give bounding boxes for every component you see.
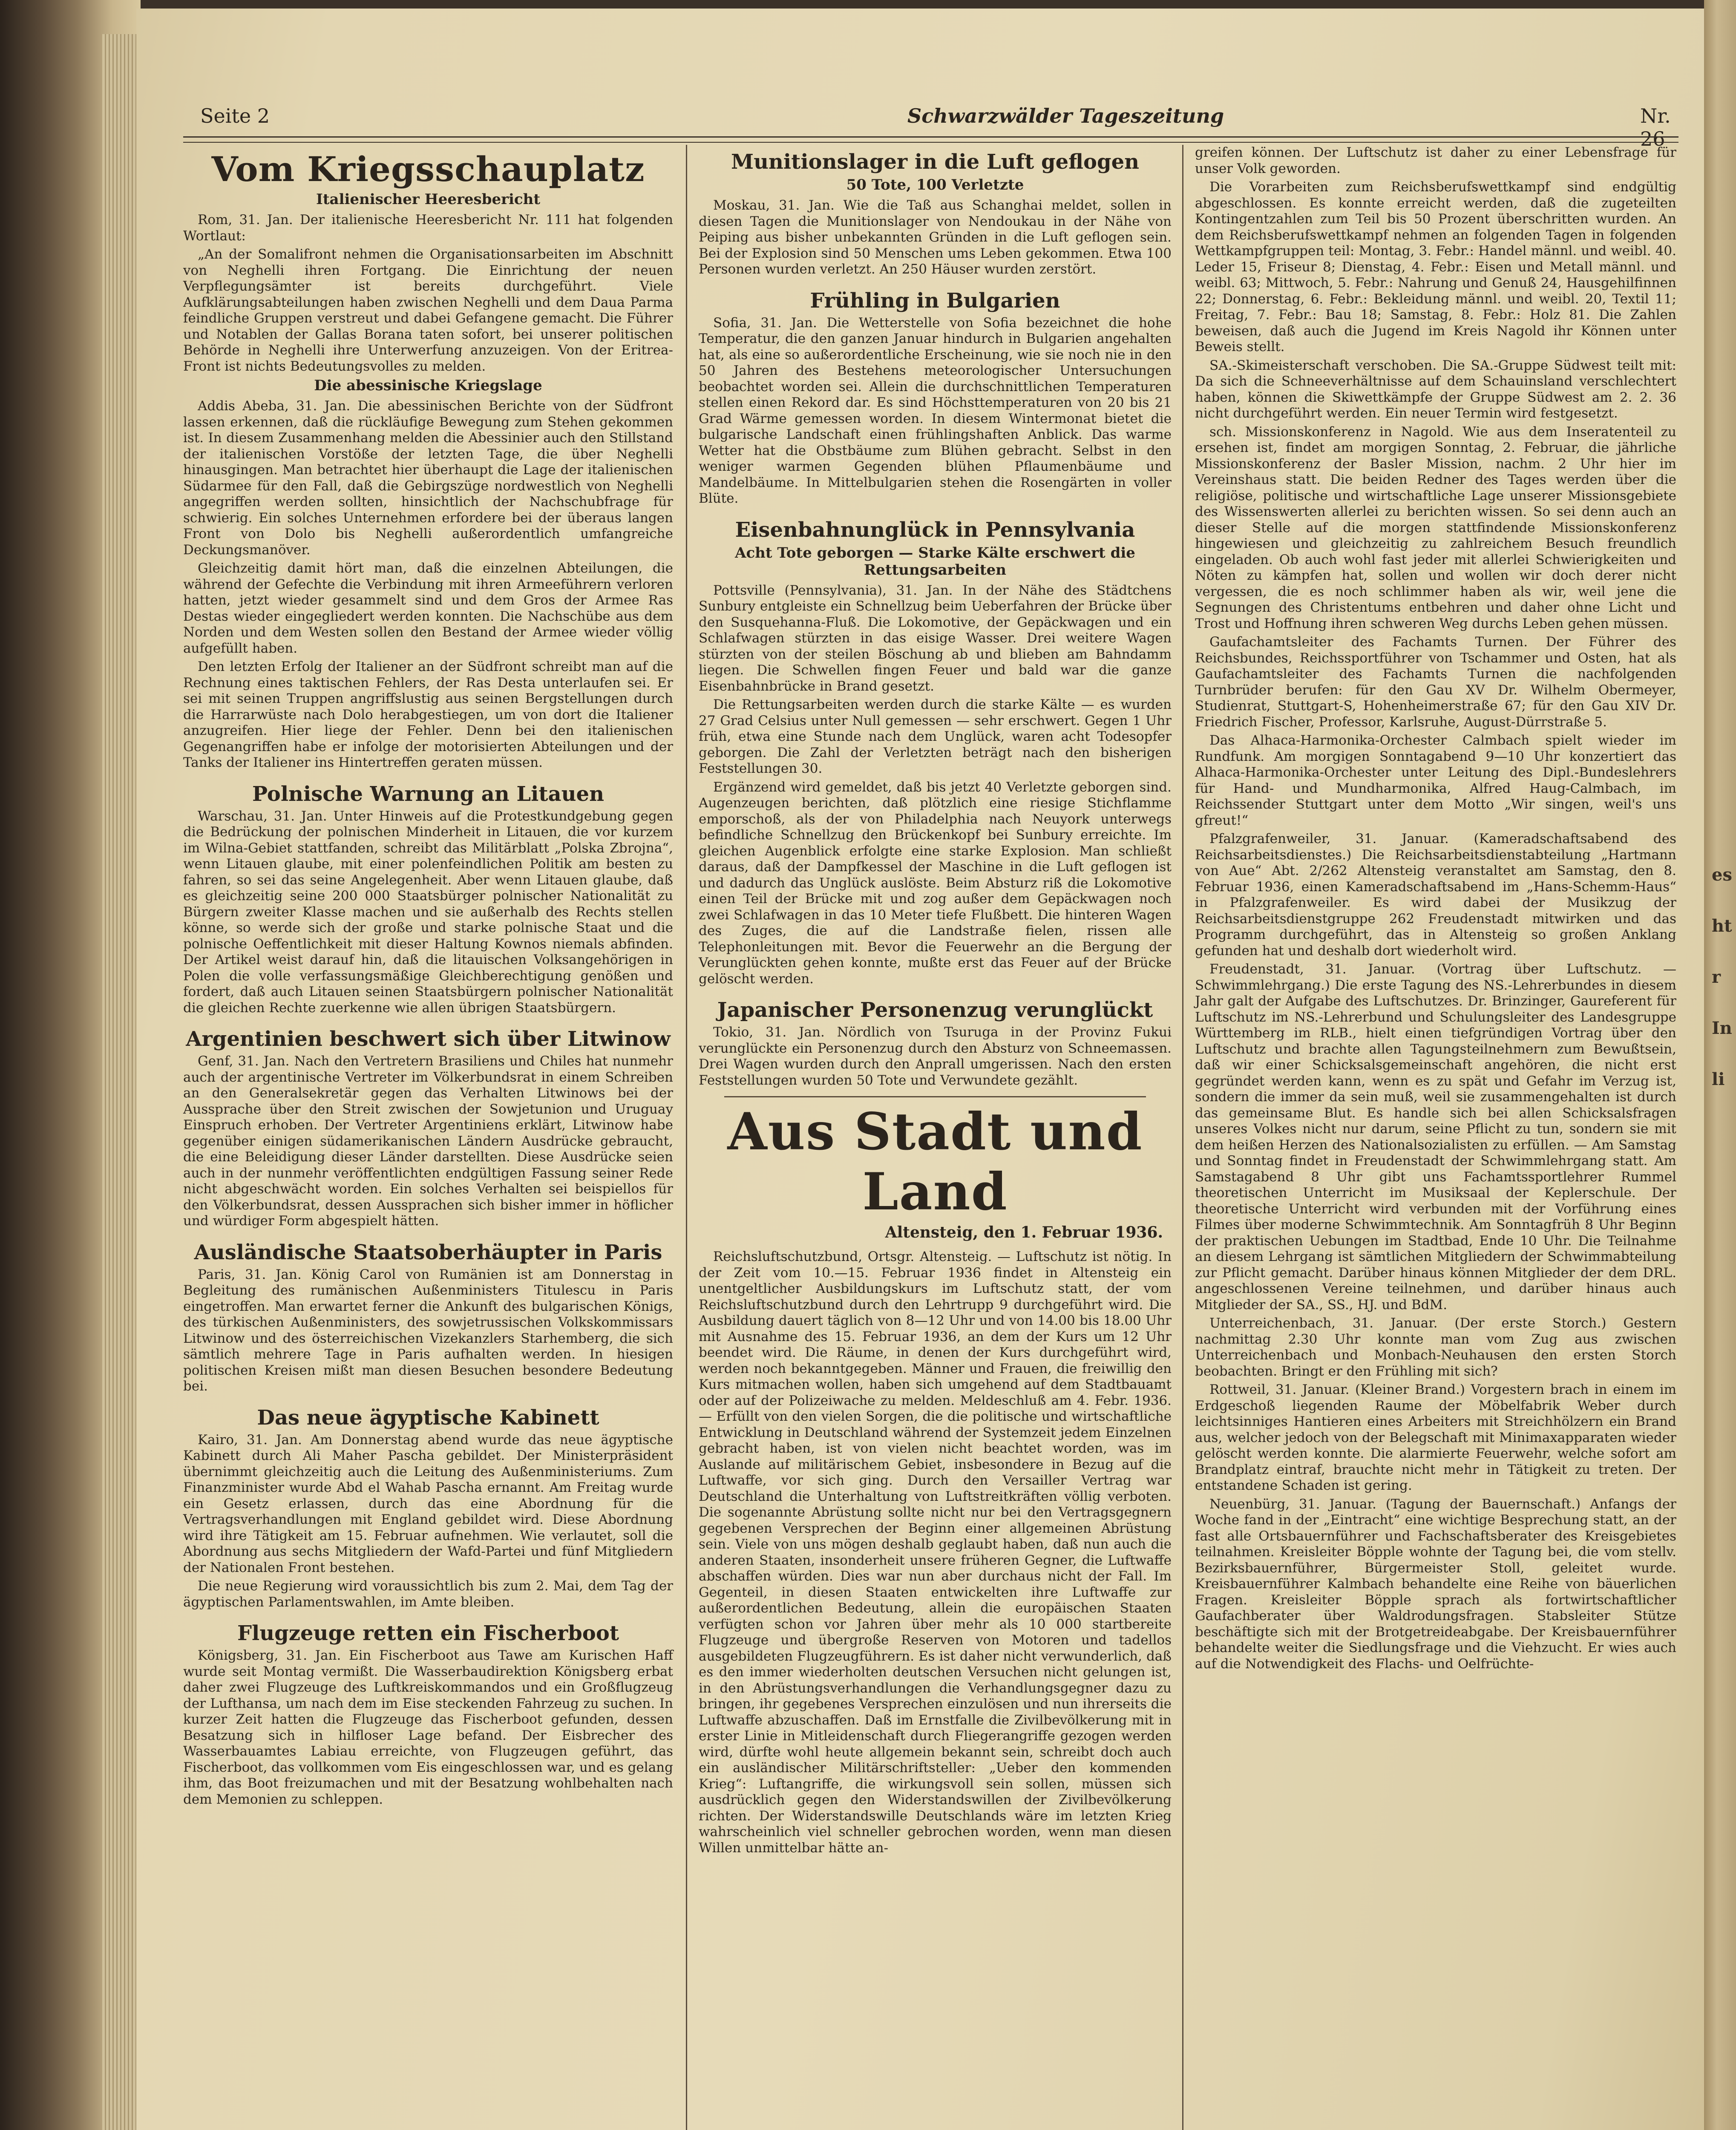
subheadline: Italienischer Heeresbericht: [316, 191, 541, 208]
headline: Das neue ägyptische Kabinett: [257, 1405, 599, 1430]
article-paragraph: Sofia, 31. Jan. Die Wetterstelle von Sofia bezeichnet die hohe Temperatur, die den ganzen Januar hindurch in Bulgarien angehalten hat, als eine so außerordentliche Erscheinung, wie sie noch nie in den 50 Jahren des Bestehens meteorologischer Untersuchungen beobachtet worden sei. Allein die durchschnittlichen Temperaturen stellen einen Rekord dar. Es sind Höchsttemperaturen von 20 bis 21 Grad Wärme gemessen worden. In diesem Wintermonat bietet die bulgarische Landschaft einen frühlingshaften Anblick. Das warme Wetter hat die Obstbäume zum Blühen gebracht. Selbst in den weniger warmen Gegenden blühen Pflaumenbäume und Mandelbäume. In Mittelbulgarien stehen die Rosengärten in voller Blüte.: [699, 315, 1172, 506]
column-rule: [686, 145, 687, 2130]
article-paragraph: sch. Missionskonferenz in Nagold. Wie aus dem Inseratenteil zu ersehen ist, findet am morgigen Sonntag, 2. Februar, die jährliche Missionskonferenz der Basler Mission, nachm. 2 Uhr hier im Vereinshaus statt. Die beiden Redner des Tages werden über die religiöse, politische und wirtschaftliche Lage unserer Missionsgebiete des Wissenswerten allerlei zu berichten wissen. So sei denn auch an dieser Stelle auf die morgen stattfindende Missionskonferenz hingewiesen und gleichzeitig zu zahlreichem Besuch freundlich eingeladen. Ob auch wohl fast jeder mit allerlei Schwierigkeiten und Nöten zu kämpfen hat, sollen und wollen wir doch derer nicht vergessen, die es noch schlimmer haben als wir, weil jene die Segnungen des Christentums entbehren und daher ohne Licht und Trost und Hoffnung ihren schweren Weg durchs Leben gehen müssen.: [1195, 424, 1676, 631]
article-paragraph: Die Rettungsarbeiten werden durch die starke Kälte — es wurden 27 Grad Celsius unter Null gemessen — sehr erschwert. Gegen 1 Uhr früh, etwa eine Stunde nach dem Unglück, waren acht Todesopfer geborgen. Die Zahl der Verletzten beträgt nach den bisherigen Feststellungen 30.: [699, 697, 1172, 776]
section-rule: [724, 1096, 1146, 1097]
article-paragraph: Neuenbürg, 31. Januar. (Tagung der Bauernschaft.) Anfangs der Woche fand in der „Eintracht“ eine wichtige Besprechung statt, an der fast alle Ortsbauernführer und Fachschaftsberater des Kreisgebietes teilnahmen. Kreisleiter Böpple wohnte der Tagung bei, die vom stellv. Bezirksbauernführer, Bürgermeister Stoll, geleitet wurde. Kreisbauernführer Kalmbach behandelte eine Reihe von bäuerlichen Fragen. Kreisleiter Böpple sprach als fortwirtschaftlicher Gaufachberater über Waldrodungsfragen. Stabsleiter Stütze beschäftigte sich mit der Brotgetreideabgabe. Der Kreisbauernführer behandelte weiter die Siedlungsfrage und die Viehzucht. Er wies auch auf die Notwendigkeit des Flachs- und Oelfrüchte-: [1195, 1496, 1676, 1672]
next-page-edge: [1704, 0, 1736, 2130]
newspaper-page: [136, 9, 1708, 2130]
article-paragraph: Rottweil, 31. Januar. (Kleiner Brand.) Vorgestern brach in einem im Erdgeschoß liegenden Raume der Möbelfabrik Weber durch leichtsinniges Hantieren eines Arbeiters mit Streichhölzern ein Brand aus, welcher jedoch von der Belegschaft mit Minimaxapparaten wieder gelöscht werden konnte. Die alarmierte Feuerwehr, welche sofort am Brandplatz eintraf, brauchte nicht mehr in Tätigkeit zu treten. Der entstandene Schaden ist gering.: [1195, 1382, 1676, 1493]
article-paragraph: Moskau, 31. Jan. Wie die Taß aus Schanghai meldet, sollen in diesen Tagen die Munitionslager von Nendoukau in der Nähe von Peiping aus bisher unbekannten Gründen in die Luft geflogen sein. Bei der Explosion sind 50 Menschen ums Leben gekommen. Etwa 100 Personen wurden verletzt. An 250 Häuser wurden zerstört.: [699, 198, 1172, 277]
page-number-label: Seite 2: [200, 104, 270, 127]
headline: Frühling in Bulgarien: [810, 288, 1060, 313]
headline: Eisenbahnunglück in Pennsylvania: [735, 518, 1135, 542]
article-paragraph: Königsberg, 31. Jan. Ein Fischerboot aus Tawe am Kurischen Haff wurde seit Montag vermißt. Die Wasserbaudirektion Königsberg erbat daher zwei Flugzeuge des Luftkreiskommandos und ein Großflugzeug der Lufthansa, um nach dem im Eise steckenden Fahrzeug zu suchen. In kurzer Zeit hatten die Flugzeuge das Fischerboot gefunden, dessen Besatzung sich in hilfloser Lage befand. Der Eisbrecher des Wasserbauamtes Labiau erreichte, von Flugzeugen geführt, das Fischerboot, das vollkommen vom Eis eingeschlossen war, und es gelang ihm, das Boot freizumachen und mit der Besatzung wohlbehalten nach dem Memonien zu schleppen.: [183, 1648, 673, 1807]
article-paragraph: Kairo, 31. Jan. Am Donnerstag abend wurde das neue ägyptische Kabinett durch Ali Maher Pascha gebildet. Der Ministerpräsident übernimmt gleichzeitig auch die Leitung des Außenministeriums. Zum Finanzminister wurde Abd el Wahab Pascha ernannt. Am Freitag wurde ein Gesetz erlassen, durch das eine Abordnung für die Vertragsverhandlungen mit England gebildet wird. Diese Abordnung wird ihre Tätigkeit am 15. Februar aufnehmen. Wie verlautet, soll die Abordnung aus sechs Mitgliedern der Wafd-Partei und fünf Mitgliedern der Nationalen Front bestehen.: [183, 1432, 673, 1575]
next-page-text-fragment: ht: [1712, 916, 1732, 936]
next-page-text-fragment: li: [1712, 1069, 1725, 1089]
column-1: [183, 145, 673, 1810]
article-paragraph: Das Alhaca-Harmonika-Orchester Calmbach spielt wieder im Rundfunk. Am morgigen Sonntagabend 9—10 Uhr konzertiert das Alhaca-Harmonika-Orchester unter Leitung des Dipl.-Bundeslehrers für Hand- und Mundharmonika, Alfred Haug-Calmbach, im Reichssender Stuttgart unter dem Motto „Wir singen, weil's uns gfreut!“: [1195, 733, 1676, 828]
article-paragraph: Rom, 31. Jan. Der italienische Heeresbericht Nr. 111 hat folgenden Wortlaut:: [183, 212, 673, 244]
subheadline: 50 Tote, 100 Verletzte: [846, 176, 1024, 193]
headline: Ausländische Staatsoberhäupter in Paris: [194, 1240, 662, 1264]
article-paragraph: „An der Somalifront nehmen die Organisationsarbeiten im Abschnitt von Neghelli ihren Fortgang. Die Einrichtung der neuen Verpflegungsämter ist bereits durchgeführt. Viele Aufklärungsabteilungen haben zwischen Neghelli und dem Daua Parma feindliche Gruppen verstreut und dabei Gefangene gemacht. Die Führer und Notablen der Gallas Borana taten sofort, bei unserer politischen Behörde in Neghelli ihre Unterwerfung anzuzeigen. Von der Eritrea-Front ist nichts Bedeutungsvolles zu melden.: [183, 247, 673, 374]
column-2: [699, 145, 1172, 1859]
article-paragraph: Die Vorarbeiten zum Reichsberufswettkampf sind endgültig abgeschlossen. Es konnte erreicht werden, daß die zugeteilten Kontingentzahlen zum Teil bis 50 Prozent überschritten wurden. An dem Reichsberufswettkampf nehmen an folgenden Tagen in folgenden Wettkampfgruppen teil: Montag, 3. Febr.: Handel männl. und weibl. 40. Leder 15, Friseur 8; Dienstag, 4. Febr.: Eisen und Metall männl. und weibl. 63; Mittwoch, 5. Febr.: Nahrung und Genuß 24, Hausgehilfinnen 22; Donnerstag, 6. Febr.: Bekleidung männl. und weibl. 20, Textil 11; Freitag, 7. Febr.: Bau 18; Samstag, 8. Febr.: Holz 81. Die Zahlen beweisen, daß auch die Jugend im Kreis Nagold ihr Können unter Beweis stellt.: [1195, 179, 1676, 354]
headline: Munitionslager in die Luft geflogen: [731, 150, 1140, 174]
next-page-text-fragment: In: [1712, 1018, 1732, 1038]
headline: Polnische Warnung an Litauen: [252, 782, 604, 806]
article-paragraph: Gleichzeitig damit hört man, daß die einzelnen Abteilungen, die während der Gefechte die Verbindung mit ihren Armeeführern verloren hatten, jetzt wieder gesammelt sind und dem Gros der Armee Ras Destas wieder eingegliedert werden konnten. Die Nachschübe aus dem Norden und dem Westen sollen den Bestand der Armee wieder völlig aufgefüllt haben.: [183, 561, 673, 656]
header-rule: [183, 136, 1678, 143]
article-paragraph: Ergänzend wird gemeldet, daß bis jetzt 40 Verletzte geborgen sind. Augenzeugen berichten, daß plötzlich eine riesige Stichflamme emporschoß, als der von Philadelphia nach Neuyork unterwegs befindliche Schnellzug den Brückenkopf bei Sunbury erreichte. Im gleichen Augenblick erfolgte eine starke Explosion. Man schließt daraus, daß der Dampfkessel der Maschine in die Luft geflogen ist und dadurch das Unglück auslöste. Beim Absturz riß die Lokomotive einen Teil der Brücke mit und zog außer dem Gepäckwagen noch zwei Schlafwagen in das 10 Meter tiefe Flußbett. Die hinteren Wagen des Zuges, die auf die Landstraße fielen, rissen alle Telephonleitungen mit. Bevor die Feuerwehr an die Bergung der Verunglückten gehen konnte, mußte erst das Feuer auf der Brücke gelöscht werden.: [699, 779, 1172, 987]
article-paragraph: Den letzten Erfolg der Italiener an der Südfront schreibt man auf die Rechnung eines taktischen Fehlers, der Ras Desta unterlaufen sei. Er sei mit seinen Truppen angriffslustig aus seinen Bergstellungen durch die Harrarwüste nach Dolo herabgestiegen, um von dort die Italiener anzugreifen. Hier liege der Fehler. Denn bei den italienischen Gegenangriffen habe er infolge der motorisierten Abteilungen und der Tanks der Italiener ins Hintertreffen geraten müssen.: [183, 659, 673, 770]
subheadline: Die abessinische Kriegslage: [314, 377, 542, 394]
article-paragraph: Pfalzgrafenweiler, 31. Januar. (Kameradschaftsabend des Reichsarbeitsdienstes.) Die Reichsarbeitsdienstabteilung „Hartmann von Aue“ Abt. 2/262 Altensteig veranstaltet am Samstag, den 8. Februar 1936, einen Kameradschaftsabend im „Hans-Schemm-Haus“ in Pfalzgrafenweiler. Es wird dabei der Musikzug der Reichsarbeitsdienstgruppe 262 Freudenstadt mitwirken und das Programm durchgeführt, das in Altensteig so großen Anklang gefunden hat und deshalb dort wiederholt wird.: [1195, 831, 1676, 958]
headline: Vom Kriegsschauplatz: [211, 149, 645, 189]
article-paragraph: Reichsluftschutzbund, Ortsgr. Altensteig. — Luftschutz ist nötig. In der Zeit vom 10.—15. Februar 1936 findet in Altensteig ein unentgeltlicher Ausbildungskurs im Luftschutz statt, der vom Reichsluftschutzbund durch den Lehrtrupp 9 durchgeführt wird. Die Ausbildung dauert täglich von 8—12 Uhr und von 14.00 bis 18.00 Uhr mit Ausnahme des 15. Februar 1936, an dem der Kurs um 12 Uhr beendet wird. Die Räume, in denen der Kurs durchgeführt wird, werden noch bekanntgegeben. Männer und Frauen, die freiwillig den Kurs mitmachen wollen, haben sich umgehend auf dem Stadtbauamt oder auf der Polizeiwache zu melden. Meldeschluß am 4. Febr. 1936. — Erfüllt von den vielen Sorgen, die die politische und wirtschaftliche Entwicklung in Deutschland während der Systemzeit jedem Einzelnen gebracht haben, ist von vielen nicht beachtet worden, was im Auslande auf militärischem Gebiet, insbesondere in Bezug auf die Luftwaffe, vor sich ging. Durch den Versailler Vertrag war Deutschland die Unterhaltung von Luftstreitkräften völlig verboten. Die sogenannte Abrüstung sollte nicht nur bei den Vertragsgegnern gegebenen Versprechen der Beginn einer allgemeinen Abrüstung sein. Viele von uns mögen deshalb geglaubt haben, daß nun auch die anderen Staaten, insonderheit unsere früheren Gegner, die Luftwaffe abschaffen würden. Dies war nun aber durchaus nicht der Fall. Im Gegenteil, in diesen Staaten entwickelten ihre Luftwaffe zur außerordentlichen Bedeutung, allein die europäischen Staaten verfügten schon vor Jahren über mehr als 10 000 startbereite Flugzeuge und übergroße Reserven von Motoren und tadellos ausgebildeten Flugzeugführern. Es ist daher nicht verwunderlich, daß es den immer wiederholten deutschen Versuchen nicht gelungen ist, in den Abrüstungsverhandlungen die Verhandlungsgegner dazu zu bringen, ihr gegebenes Versprechen einzulösen und nun ihrerseits die Luftwaffe abzuschaffen. Daß im Ernstfalle die Zivilbevölkerung mit in erster Linie in Mitleidenschaft durch Fliegerangriffe gezogen werden wird, dürfte wohl heute allgemein bekannt sein, schreibt doch auch ein ausländischer Militärschriftsteller: „Ueber den kommenden Krieg“: Luftangriffe, die wirkungsvoll sein sollen, müssen sich ausdrücklich gegen den Widerstandswillen der Zivilbevölkerung richten. Der Widerstandswille Deutschlands wäre im letzten Krieg wahrscheinlich viel schneller gebrochen worden, wenn man diesen Willen unmittelbar hätte an-: [699, 1249, 1172, 1856]
article-paragraph: Addis Abeba, 31. Jan. Die abessinischen Berichte von der Südfront lassen erkennen, daß die rückläufige Bewegung zum Stehen gekommen ist. In diesem Zusammenhang melden die Abessinier auch den Stillstand der italienischen Vorstöße der letzten Tage, die über Neghelli hinausgingen. Man betrachtet hier überhaupt die Lage der italienischen Südarmee für den Fall, daß die Gebirgszüge nordwestlich von Neghelli angegriffen werden sollten, hinsichtlich der Nachschubfrage für schwierig. Ein solches Unternehmen erfordere bei der überaus langen Front von Dolo bis Neghelli außerordentlich umfangreiche Deckungsmanöver.: [183, 398, 673, 558]
article-paragraph: Warschau, 31. Jan. Unter Hinweis auf die Protestkundgebung gegen die Bedrückung der polnischen Minderheit in Litauen, die vor kurzem im Wilna-Gebiet stattfanden, schreibt das Militärblatt „Polska Zbrojna“, wenn Litauen glaube, mit einer polenfeindlichen Politik am besten zu fahren, so sei das seine Angelegenheit. Aber wenn Litauen glaube, daß es gleichzeitig seine 200 000 Staatsbürger polnischer Nationalität zu Bürgern zweiter Klasse machen und sie außerhalb des Rechts stellen könne, so werde sich der große und starke polnische Staat und die polnische Oeffentlichkeit mit dieser Haltung Kownos niemals abfinden. Der Artikel weist darauf hin, daß die litauischen Volksangehörigen in Polen die volle verfassungsmäßige Gleichberechtigung genößen und fordert, daß auch Litauen seinen Staatsbürgern polnischer Nationalität die gleichen Rechte zuerkenne wie allen übrigen Staatsbürgern.: [183, 808, 673, 1016]
article-paragraph: Unterreichenbach, 31. Januar. (Der erste Storch.) Gestern nachmittag 2.30 Uhr konnte man vom Zug aus zwischen Unterreichenbach und Monbach-Neuhausen den ersten Storch beobachten. Bringt er den Frühling mit sich?: [1195, 1315, 1676, 1379]
next-page-text-fragment: r: [1712, 967, 1721, 987]
headline: Flugzeuge retten ein Fischerboot: [237, 1621, 619, 1645]
page-header: [183, 104, 1678, 150]
article-paragraph: Paris, 31. Jan. König Carol von Rumänien ist am Donnerstag in Begleitung des rumänischen Außenministers Titulescu in Paris eingetroffen. Man erwartet ferner die Ankunft des bulgarischen Königs, des türkischen Außenministers, des sowjetrussischen Volkskommissars Litwinow und des österreichischen Vizekanzlers Starhemberg, die sich sämtlich mehrere Tage in Paris aufhalten werden. In hiesigen politischen Kreisen mißt man diesen Besuchen besondere Bedeutung bei.: [183, 1266, 673, 1394]
article-paragraph: greifen können. Der Luftschutz ist daher zu einer Lebensfrage für unser Volk geworden.: [1195, 145, 1676, 176]
section-headline: Aus Stadt und Land: [727, 1102, 1143, 1222]
article-paragraph: Die neue Regierung wird voraussichtlich bis zum 2. Mai, dem Tag der ägyptischen Parlamentswahlen, im Amte bleiben.: [183, 1578, 673, 1610]
subheadline: Acht Tote geborgen — Starke Kälte erschwert die Rettungsarbeiten: [735, 544, 1135, 579]
article-paragraph: Freudenstadt, 31. Januar. (Vortrag über Luftschutz. — Schwimmlehrgang.) Die erste Tagung des NS.-Lehrerbundes in diesem Jahr galt der Aufgabe des Luftschutzes. Dr. Brinzinger, Gaureferent für Luftschutz im NS.-Lehrerbund und Schulungsleiter des Landesgruppe Württemberg im RLB., hielt einen tiefgründigen Vortrag über den Luftschutz und brachte allen Tagungsteilnehmern zum Bewußtsein, daß wir einer Schicksalsgemeinschaft angehören, die nicht erst gegründet werden kann, wenn es zu spät und Gefahr im Verzug ist, sondern die immer da sein muß, weil sie zusammengehalten ist durch das gemeinsame Blut. Es handle sich bei allen Schicksalsfragen unseres Volkes nicht nur darum, seine Pflicht zu tun, sondern sie mit dem heißen Herzen des Nationalsozialisten zu erfüllen. — Am Samstag und Sonntag findet in Freudenstadt der Schwimmlehrgang statt. Am Samstagabend 8 Uhr gibt uns Fachamtssportlehrer Rummel theoretischen Unterricht im Musiksaal der Keplerschule. Der theoretische Unterricht wird verbunden mit der Vorführung eines Filmes über moderne Schwimmtechnik. Am Sonntagfrüh 8 Uhr Beginn der praktischen Uebungen im Stadtbad, Ende 10 Uhr. Die Teilnahme an diesem Lehrgang ist sämtlichen Mitgliedern der Schwimmabteilung zur Pflicht gemacht. Darüber hinaus können Mitglieder der dem DRL. angeschlossenen Vereine teilnehmen, und darüber hinaus auch Mitglieder der SA., SS., HJ. und BdM.: [1195, 961, 1676, 1313]
newspaper-title: Schwarzwälder Tageszeitung: [907, 104, 1224, 127]
column-rule: [1182, 145, 1183, 2130]
article-paragraph: Genf, 31. Jan. Nach den Vertretern Brasiliens und Chiles hat nunmehr auch der argentinische Vertreter im Völkerbundsrat in einem Schreiben an den Generalsekretär gegen das Verhalten Litwinows bei der Aussprache über den Streit zwischen der Sowjetunion und Uruguay Einspruch erhoben. Der Vertreter Argentiniens erklärt, Litwinow habe gegenüber einigen südamerikanischen Ländern Ausdrücke gebraucht, die eine Beleidigung dieser Länder darstellten. Diese Ausdrücke seien auch in der nunmehr veröffentlichten endgültigen Fassung seiner Rede nicht abgeschwächt worden. Ein solches Verhalten sei beispiellos für den Völkerbundsrat, dessen Aussprachen sich bisher immer in höflicher und würdiger Form abgespielt hätten.: [183, 1053, 673, 1229]
issue-number: Nr. 26: [1640, 104, 1671, 150]
next-page-text-fragment: es: [1712, 865, 1732, 885]
column-3: [1195, 145, 1676, 1675]
local-dateline: Altensteig, den 1. Februar 1936.: [885, 1223, 1163, 1241]
article-paragraph: SA.-Skimeisterschaft verschoben. Die SA.-Gruppe Südwest teilt mit: Da sich die Schneeverhältnisse auf dem Schauinsland verschlechtert haben, können die Skiwettkämpfe der Gruppe Südwest am 2. 2. 36 nicht durchgeführt werden. Ein neuer Termin wird festgesetzt.: [1195, 357, 1676, 421]
article-paragraph: Pottsville (Pennsylvania), 31. Jan. In der Nähe des Städtchens Sunbury entgleiste ein Schnellzug beim Ueberfahren der Brücke über den Susquehanna-Fluß. Die Lokomotive, der Gepäckwagen und ein Schlafwagen stürzten in das eisige Wasser. Drei weitere Wagen stürzten von der steilen Böschung ab und blieben am Bahndamm liegen. Die Schwellen fingen Feuer und bald war die ganze Eisenbahnbrücke in Brand gesetzt.: [699, 582, 1172, 694]
article-paragraph: Gaufachamtsleiter des Fachamts Turnen. Der Führer des Reichsbundes, Reichssportführer von Tschammer und Osten, hat als Gaufachamtsleiter des Fachamts Turnen die nachfolgenden Turnbrüder berufen: für den Gau XV Dr. Wilhelm Obermeyer, Studienrat, Stuttgart-S, Hohenheimerstraße 67; für den Gau XIV Dr. Friedrich Fischer, Professor, Karlsruhe, August-Dürrstraße 5.: [1195, 634, 1676, 730]
headline: Japanischer Personenzug verunglückt: [717, 998, 1153, 1022]
article-paragraph: Tokio, 31. Jan. Nördlich von Tsuruga in der Provinz Fukui verunglückte ein Personenzug durch den Absturz von Schneemassen. Drei Wagen wurden durch den Anprall umgerissen. Nach den ersten Feststellungen wurden 50 Tote und Verwundete gezählt.: [699, 1025, 1172, 1088]
headline: Argentinien beschwert sich über Litwinow: [186, 1027, 671, 1051]
